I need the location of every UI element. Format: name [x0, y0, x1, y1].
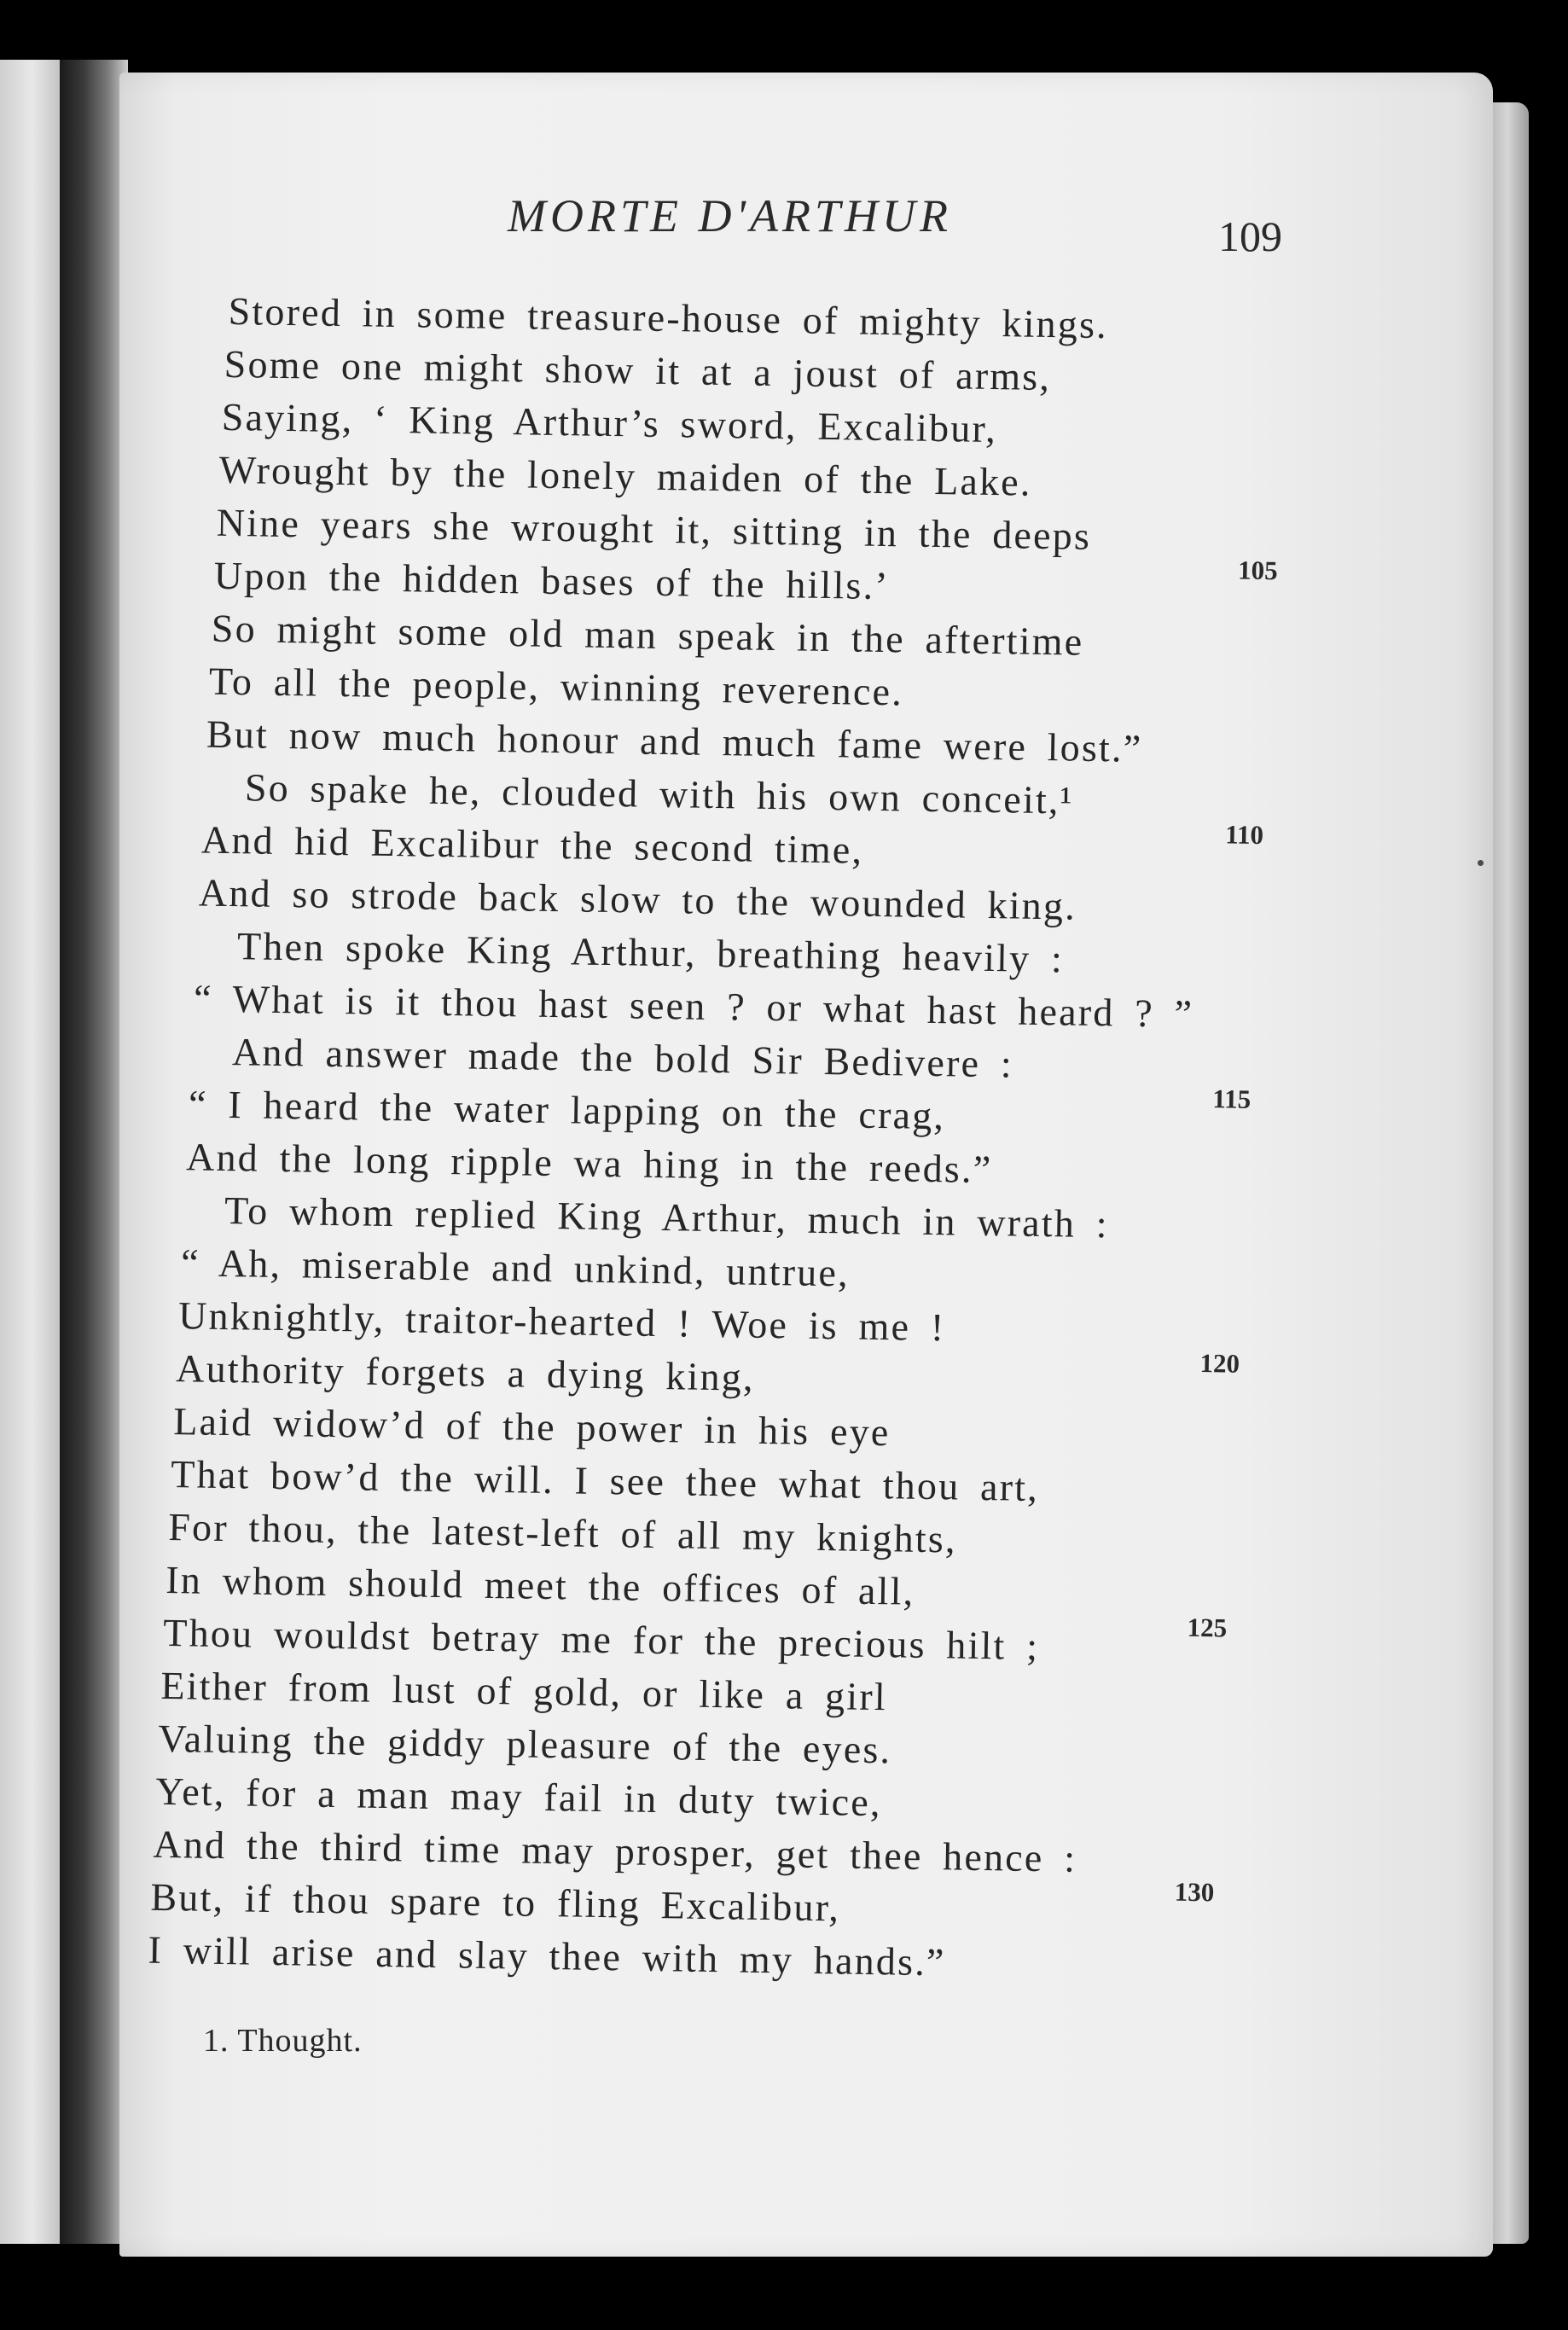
poem-line: Yet, for a man may fail in duty twice, — [155, 1769, 883, 1825]
poem-line: Nine years she wrought it, sitting in the deeps — [216, 500, 1092, 558]
poem-line: And the long ripple wa hing in the reeds.” — [185, 1135, 993, 1192]
poem-line: To all the people, winning reverence. — [208, 659, 904, 714]
poem-line: So spake he, clouded with his own conceit,¹ — [244, 765, 1075, 822]
poem-line: And so strode back slow to the wounded king. — [198, 870, 1077, 928]
line-number: 115 — [1212, 1084, 1251, 1114]
poem-line: Thou wouldst betray me for the precious hilt ; — [163, 1610, 1040, 1669]
poem-line: I will arise and slay thee with my hands.” — [148, 1927, 946, 1984]
line-number: 105 — [1237, 555, 1278, 586]
poem-line: In whom should meet the offices of all, — [165, 1557, 915, 1613]
poem-line: Laid widow’d of the power in his eye — [172, 1399, 891, 1455]
poem-line: Either from lust of gold, or like a girl — [160, 1663, 888, 1719]
poem-line: Stored in some treasure-house of mighty kings. — [228, 288, 1109, 347]
line-number: 120 — [1199, 1347, 1240, 1379]
poem-line: To whom replied King Arthur, much in wrath : — [224, 1188, 1110, 1246]
poem-line: “ What is it thou hast seen ? or what hast heard ? ” — [193, 976, 1194, 1036]
poem-line: And hid Excalibur the second time, — [200, 817, 864, 872]
line-number: 125 — [1187, 1612, 1228, 1643]
poem-line: Authority forgets a dying king, — [175, 1346, 756, 1399]
poem-line: Wrought by the lonely maiden of the Lake. — [218, 447, 1033, 504]
poem-line: “ I heard the water lapping on the crag, — [188, 1082, 946, 1138]
poem-line: Valuing the giddy pleasure of the eyes. — [158, 1716, 892, 1772]
poem-line: And the third time may prosper, get thee hence : — [153, 1822, 1077, 1880]
line-number: 110 — [1224, 819, 1264, 851]
poem-line: Unknightly, traitor-hearted ! Woe is me ! — [177, 1293, 946, 1350]
poem-line: Some one might show it at a joust of arms, — [224, 341, 1052, 399]
poem-line: And answer made the bold Sir Bedivere : — [231, 1030, 1014, 1086]
running-head: MORTE D'ARTHUR — [508, 190, 953, 241]
poem-line: Then spoke King Arthur, breathing heavily : — [236, 924, 1065, 981]
poem-line: Upon the hidden bases of the hills.’ — [213, 553, 891, 608]
poem-line: That bow’d the will. I see thee what thou art, — [170, 1452, 1040, 1510]
page-number: 109 — [1218, 212, 1282, 260]
poem-line: So might some old man speak in the aftertime — [211, 606, 1084, 664]
dust-speck — [1478, 860, 1484, 866]
line-number: 130 — [1174, 1876, 1215, 1908]
poem-line: Saying, ‘ King Arthur’s sword, Excalibur, — [221, 394, 998, 451]
poem-line: But, if thou spare to fling Excalibur, — [150, 1874, 841, 1930]
poem-line: But now much honour and much fame were lost.” — [206, 712, 1143, 770]
poem-line: “ Ah, miserable and unkind, untrue, — [180, 1241, 851, 1295]
poem-line: For thou, the latest-left of all my knights, — [167, 1505, 958, 1561]
footnote: 1. Thought. — [203, 2023, 363, 2059]
